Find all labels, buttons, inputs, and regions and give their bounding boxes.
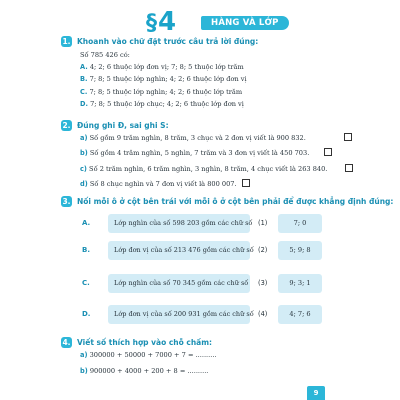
question-1-header — [61, 35, 258, 47]
item-letter: b) — [80, 149, 88, 157]
option-letter: D. — [80, 100, 88, 108]
row-letter: A. — [82, 219, 91, 227]
item-text: 300000 + 50000 + 7000 + 7 = .......... — [89, 351, 217, 359]
fill-item-b[interactable] — [80, 367, 208, 376]
right-number: (4) — [258, 310, 268, 318]
lesson-number: 4 — [158, 7, 177, 37]
statement-c — [80, 165, 327, 174]
right-box[interactable]: 9; 3; 1 — [278, 274, 322, 293]
option-letter: A. — [80, 63, 88, 71]
question-number: 1. — [62, 36, 71, 46]
right-number: (3) — [258, 279, 268, 287]
right-number: (2) — [258, 246, 268, 254]
right-box[interactable]: 7; 0 — [278, 214, 322, 233]
lesson-badge — [146, 8, 176, 38]
item-text: Số 2 trăm nghìn, 6 trăm nghìn, 3 nghìn, 8 trăm, 4 chục viết là 263 840. — [89, 165, 328, 173]
option-d[interactable] — [80, 100, 244, 109]
left-box[interactable]: Lớp đơn vị của số 213 476 gồm các chữ số — [108, 241, 250, 260]
statement-d — [80, 180, 237, 189]
item-text: 900000 + 4000 + 200 + 8 = .......... — [89, 367, 209, 375]
matching-row — [68, 274, 311, 294]
fill-item-a[interactable] — [80, 351, 217, 360]
statement-b — [80, 149, 309, 158]
page-header — [0, 8, 400, 36]
option-text: 7; 8; 5 thuộc lớp nghìn; 4; 2; 6 thuộc lớp trăm — [89, 88, 243, 96]
option-a[interactable] — [80, 63, 244, 72]
answer-box-b[interactable] — [324, 148, 332, 156]
lesson-title: HÀNG VÀ LỚP — [201, 16, 289, 30]
right-box[interactable]: 4; 7; 6 — [278, 305, 322, 324]
question-prompt: Khoanh vào chữ đặt trước câu trả lời đúng: — [77, 36, 259, 46]
statement-a — [80, 134, 306, 143]
option-letter: B. — [80, 75, 88, 83]
question-prompt: Đúng ghi Đ, sai ghi S: — [77, 120, 169, 130]
answer-box-a[interactable] — [344, 133, 352, 141]
answer-box-d[interactable] — [242, 179, 250, 187]
matching-row — [68, 214, 308, 234]
question-number: 4. — [62, 337, 71, 347]
item-text: Số gồm 4 trăm nghìn, 5 nghìn, 7 trăm và 3 đơn vị viết là 450 703. — [89, 149, 310, 157]
row-letter: C. — [82, 279, 90, 287]
question-number: 3. — [62, 196, 71, 206]
answer-box-c[interactable] — [345, 164, 353, 172]
question-4-header — [61, 336, 212, 348]
option-text: 7; 8; 5 thuộc lớp chục; 4; 2; 6 thuộc lớp đơn vị — [90, 100, 244, 108]
right-box[interactable]: 5; 9; 8 — [278, 241, 322, 260]
page-number: 9 — [307, 386, 325, 400]
item-text: Số gồm 9 trăm nghìn, 8 trăm, 3 chục và 2 đơn vị viết là 900 832. — [89, 134, 306, 142]
section-symbol: § — [146, 11, 157, 36]
item-letter: c) — [80, 165, 87, 173]
matching-row — [68, 305, 311, 325]
question-prompt: Nối mỗi ô ở cột bên trái với mỗi ô ở cột bên phải để được khẳng định đúng: — [77, 196, 394, 206]
option-text: 4; 2; 6 thuộc lớp đơn vị; 7; 8; 5 thuộc lớp trăm — [89, 63, 244, 71]
option-letter: C. — [80, 88, 88, 96]
left-box[interactable]: Lớp nghìn của số 70 345 gồm các chữ số — [108, 274, 250, 293]
item-letter: a) — [80, 351, 88, 359]
item-letter: a) — [80, 134, 88, 142]
option-text: 7; 8; 5 thuộc lớp nghìn; 4; 2; 6 thuộc lớp đơn vị — [89, 75, 247, 83]
right-number: (1) — [258, 219, 268, 227]
question-2-header — [61, 119, 169, 131]
item-letter: d) — [80, 180, 88, 188]
row-letter: D. — [82, 310, 91, 318]
left-box[interactable]: Lớp nghìn của số 598 203 gồm các chữ số — [108, 214, 250, 233]
matching-row — [68, 241, 311, 261]
item-text: Số 8 chục nghìn và 7 đơn vị viết là 800 007. — [89, 180, 237, 188]
question-prompt: Viết số thích hợp vào chỗ chấm: — [77, 337, 213, 347]
item-letter: b) — [80, 367, 88, 375]
question-number: 2. — [62, 120, 71, 130]
left-box[interactable]: Lớp đơn vị của số 200 931 gồm các chữ số — [108, 305, 250, 324]
question-3-header — [61, 195, 393, 207]
option-b[interactable] — [80, 75, 247, 84]
row-letter: B. — [82, 246, 90, 254]
question-stem: Số 785 426 có: — [80, 51, 130, 59]
option-c[interactable] — [80, 88, 242, 97]
